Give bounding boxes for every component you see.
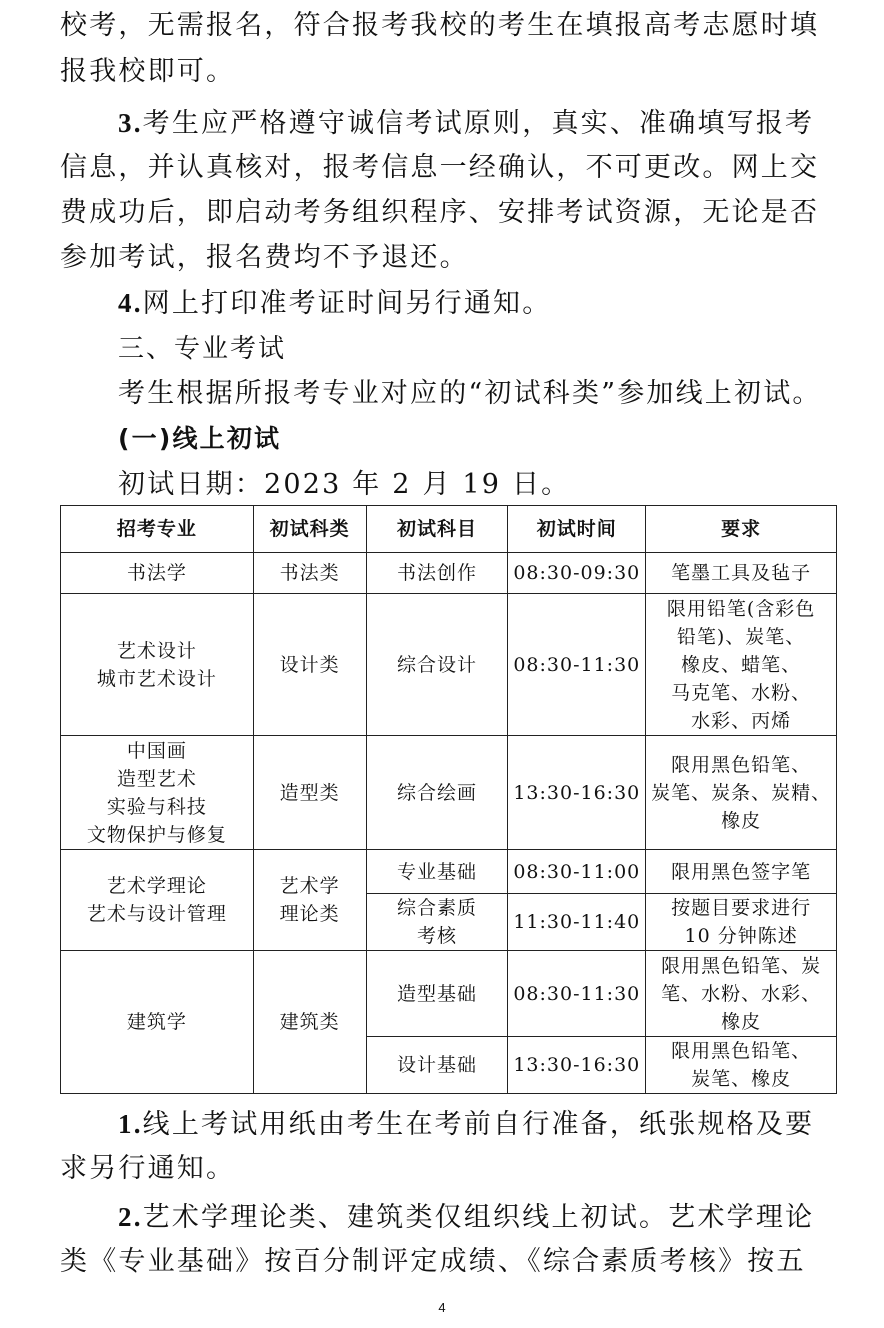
subject-cell: 综合素质 考核 — [366, 894, 508, 951]
note-2 — [118, 1201, 814, 1234]
time-cell: 08:30-11:00 — [508, 850, 646, 894]
subject-cell: 设计基础 — [366, 1037, 508, 1094]
subject-cell: 综合绘画 — [366, 736, 508, 850]
item-number: 3. — [118, 108, 143, 138]
requirement-cell: 限用铅笔(含彩色 铅笔)、炭笔、 橡皮、蜡笔、 马克笔、水粉、 水彩、丙烯 — [646, 594, 837, 736]
header-requirement: 要求 — [646, 506, 837, 553]
intro-text: 考生根据所报考专业对应的“初试科类”参加线上初试。 — [118, 378, 822, 409]
item-4 — [118, 287, 551, 320]
time-cell: 08:30-11:30 — [508, 594, 646, 736]
section-heading: 三、专业考试 — [118, 334, 287, 364]
requirement-cell: 按题目要求进行 10 分钟陈述 — [646, 894, 837, 951]
item-text: 考生应严格遵守诚信考试原则，真实、准确填写报考 — [142, 108, 815, 139]
exam-date: 初试日期：2023 年 2 月 19 日。 — [118, 469, 571, 500]
table-row — [61, 553, 837, 594]
category-cell: 建筑类 — [253, 951, 366, 1094]
table-row — [61, 594, 837, 736]
item-text: 网上打印准考证时间另行通知。 — [142, 288, 552, 319]
category-cell: 书法类 — [253, 553, 366, 594]
note-1 — [118, 1108, 814, 1141]
item-text: 线上考试用纸由考生在考前自行准备，纸张规格及要 — [142, 1109, 815, 1140]
major-cell: 书法学 — [61, 553, 254, 594]
time-cell: 13:30-16:30 — [508, 1037, 646, 1094]
subject-cell: 造型基础 — [366, 951, 508, 1037]
category-cell: 艺术学 理论类 — [253, 850, 366, 951]
header-category: 初试科类 — [253, 506, 366, 553]
time-cell: 11:30-11:40 — [508, 894, 646, 951]
item-number: 1. — [118, 1109, 143, 1139]
time-cell: 13:30-16:30 — [508, 736, 646, 850]
requirement-cell: 限用黑色铅笔、 炭笔、炭条、炭精、 橡皮 — [646, 736, 837, 850]
item-text: 艺术学理论类、建筑类仅组织线上初试。艺术学理论 — [142, 1202, 815, 1233]
exam-table — [60, 505, 837, 1094]
requirement-cell: 笔墨工具及毡子 — [646, 553, 837, 594]
subject-cell: 综合设计 — [366, 594, 508, 736]
major-cell: 建筑学 — [61, 951, 254, 1094]
paragraph-line: 报我校即可。 — [60, 56, 236, 87]
header-time: 初试时间 — [508, 506, 646, 553]
subject-cell: 书法创作 — [366, 553, 508, 594]
header-subject: 初试科目 — [366, 506, 508, 553]
subsection-heading: (一)线上初试 — [118, 424, 282, 453]
item-number: 2. — [118, 1202, 143, 1232]
paragraph-line: 求另行通知。 — [60, 1153, 236, 1184]
time-cell: 08:30-11:30 — [508, 951, 646, 1037]
paragraph-line: 校考，无需报名，符合报考我校的考生在填报高考志愿时填 — [60, 10, 820, 41]
requirement-cell: 限用黑色签字笔 — [646, 850, 837, 894]
requirement-cell: 限用黑色铅笔、 炭笔、橡皮 — [646, 1037, 837, 1094]
table-row — [61, 850, 837, 894]
major-cell: 艺术设计 城市艺术设计 — [61, 594, 254, 736]
header-major: 招考专业 — [61, 506, 254, 553]
requirement-cell: 限用黑色铅笔、炭 笔、水粉、水彩、 橡皮 — [646, 951, 837, 1037]
time-cell: 08:30-09:30 — [508, 553, 646, 594]
item-3 — [118, 107, 814, 140]
category-cell: 造型类 — [253, 736, 366, 850]
category-cell: 设计类 — [253, 594, 366, 736]
table-row — [61, 951, 837, 1037]
item-number: 4. — [118, 288, 143, 318]
major-cell: 艺术学理论 艺术与设计管理 — [61, 850, 254, 951]
paragraph-line: 参加考试，报名费均不予退还。 — [60, 242, 469, 273]
paragraph-line: 费成功后，即启动考务组织程序、安排考试资源，无论是否 — [60, 197, 820, 228]
major-cell: 中国画 造型艺术 实验与科技 文物保护与修复 — [61, 736, 254, 850]
table-header-row — [61, 506, 837, 553]
subject-cell: 专业基础 — [366, 850, 508, 894]
paragraph-line: 信息，并认真核对，报考信息一经确认，不可更改。网上交 — [60, 152, 820, 183]
paragraph-line: 类《专业基础》按百分制评定成绩、《综合素质考核》按五 — [60, 1246, 806, 1277]
table-row — [61, 736, 837, 850]
page-number: 4 — [438, 1300, 446, 1315]
